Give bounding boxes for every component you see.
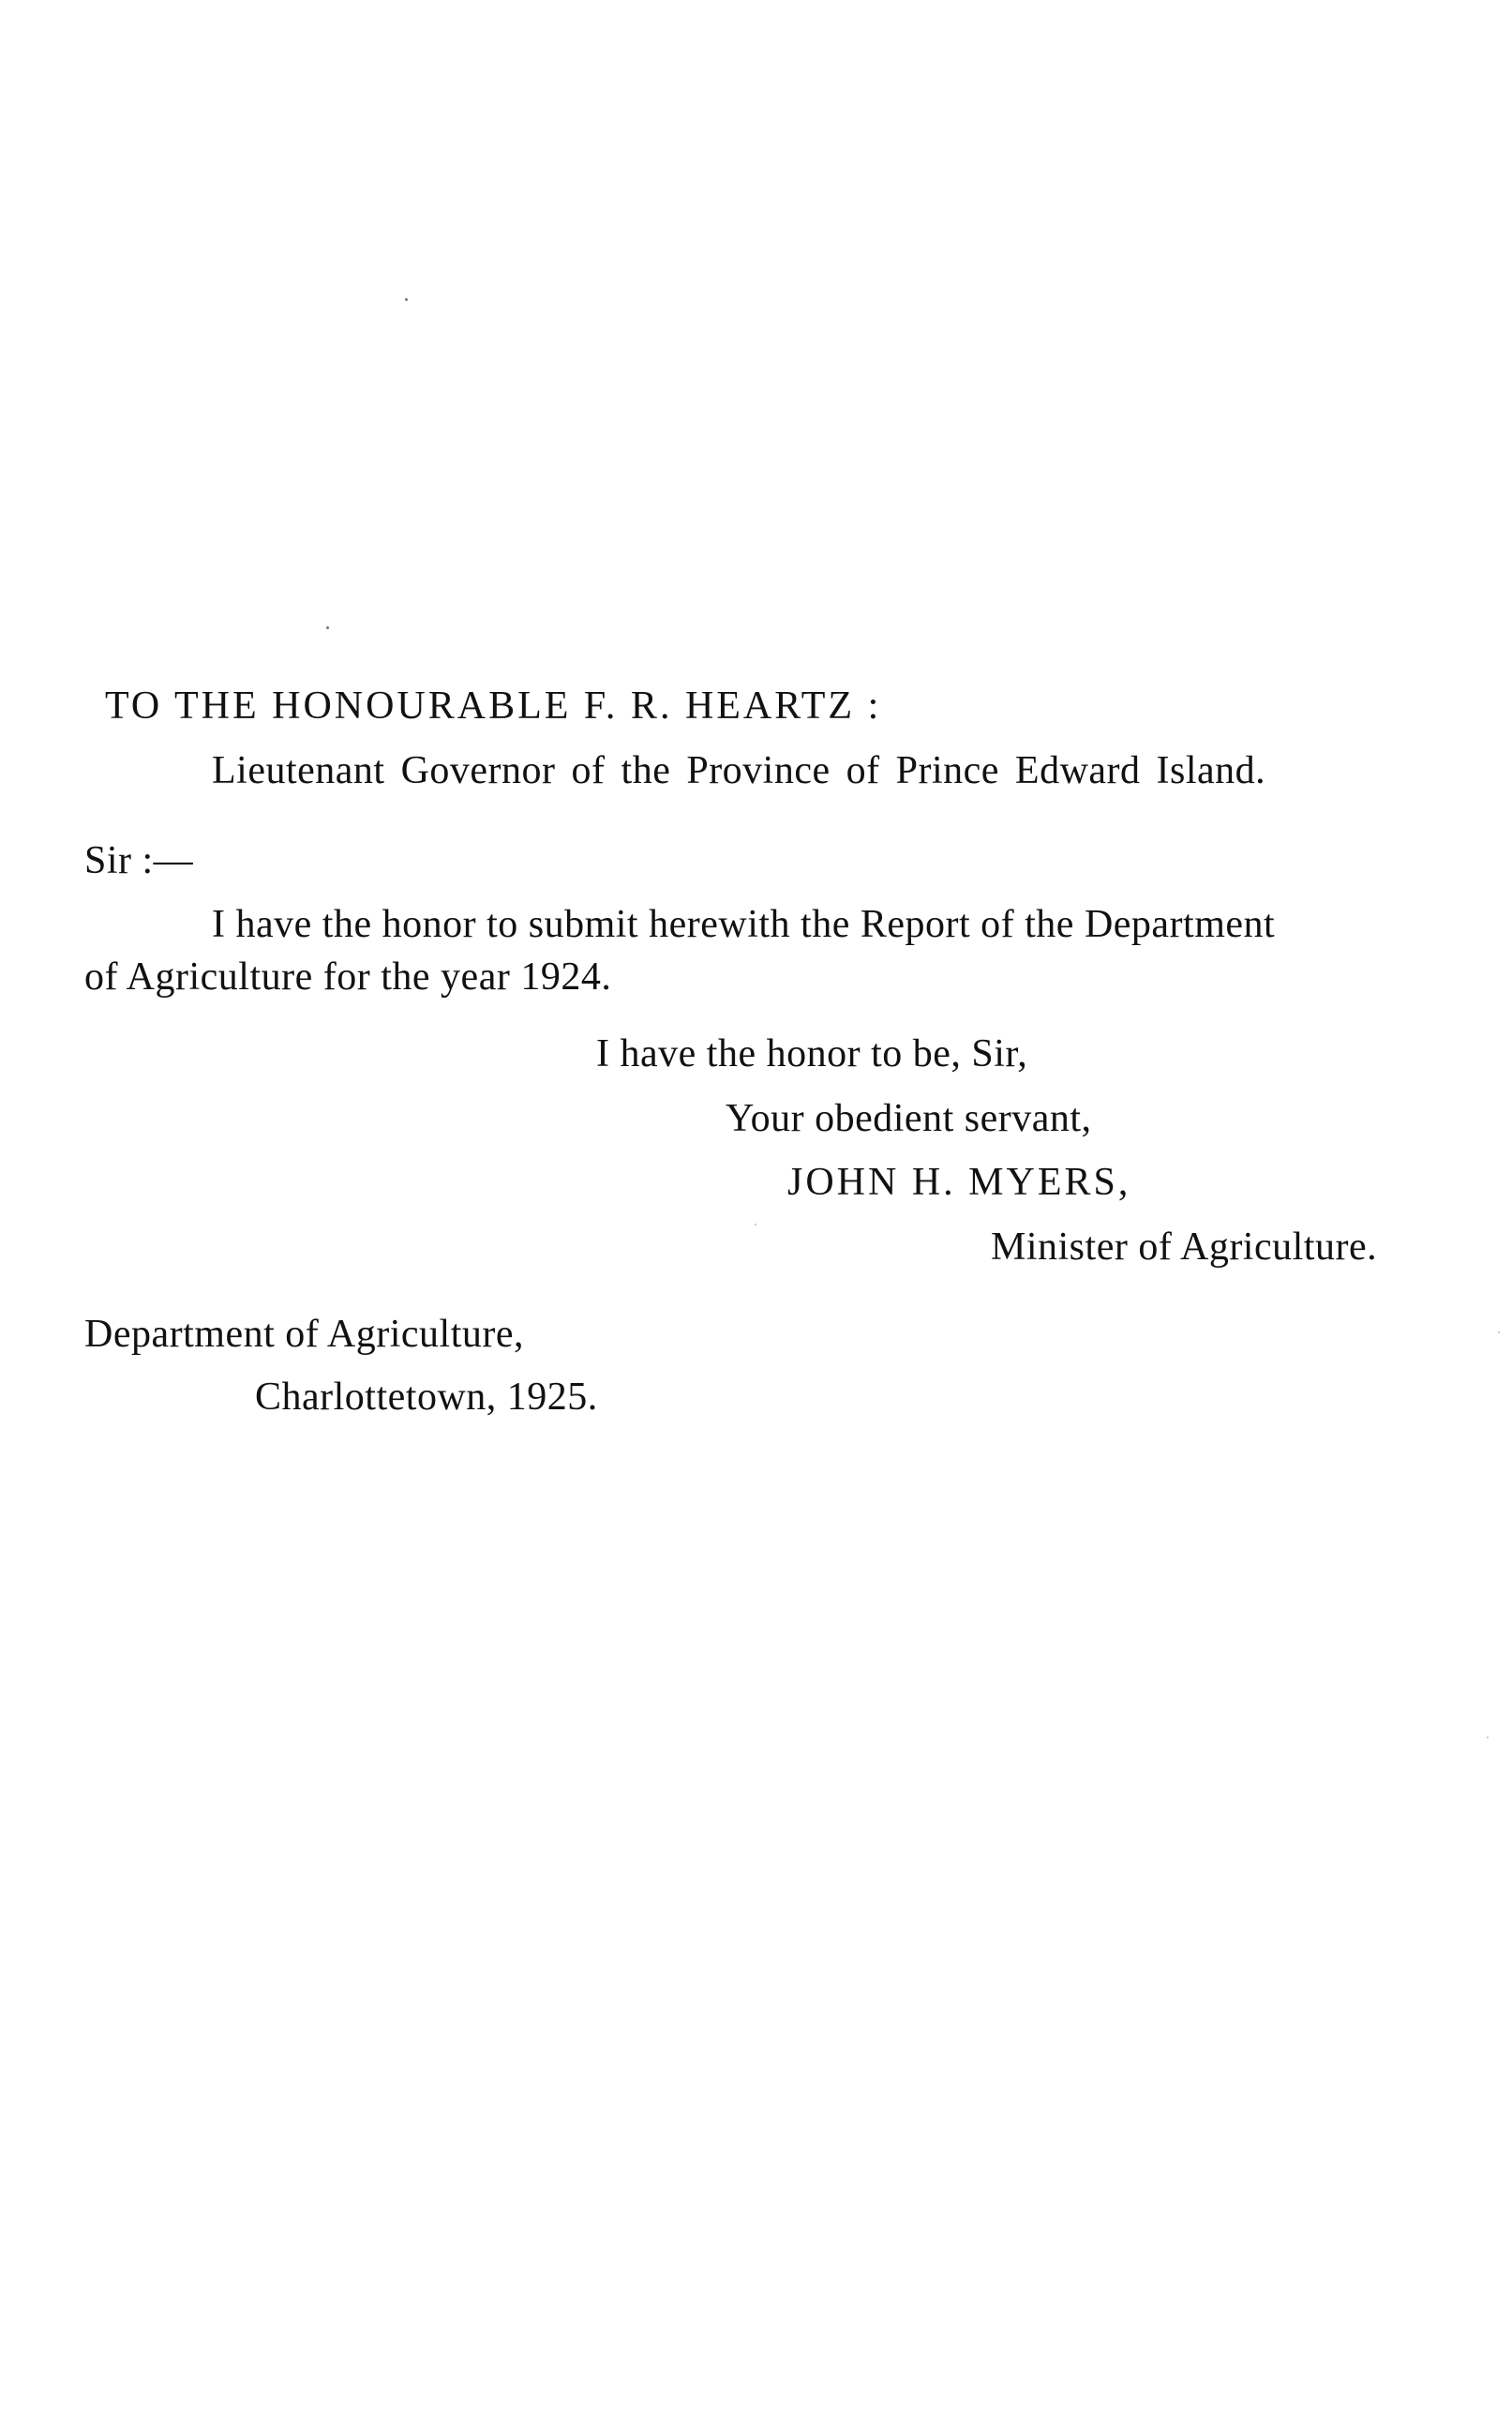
dateline-place: Charlottetown, 1925. [255,1376,598,1419]
scan-speck [1498,1331,1500,1333]
salutation-heading: TO THE HONOURABLE F. R. HEARTZ : [105,684,882,728]
scan-speck [326,626,329,629]
closing-line: I have the honor to be, Sir, [596,1032,1028,1075]
scan-speck [405,298,408,301]
valediction: Your obedient servant, [726,1097,1092,1140]
scan-speck [1487,1737,1489,1738]
body-line-2: of Agriculture for the year 1924. [84,955,612,999]
signatory-title: Minister of Agriculture. [991,1226,1378,1269]
greeting: Sir :— [84,839,194,882]
signatory-name: JOHN H. MYERS, [787,1161,1131,1204]
scan-speck [755,1224,756,1226]
dateline-office: Department of Agriculture, [84,1313,525,1356]
recipient-title: Lieutenant Governor of the Province of Prince Edward Island. [212,749,1266,792]
body-line-1: I have the honor to submit herewith the Report of the Department [212,903,1276,946]
